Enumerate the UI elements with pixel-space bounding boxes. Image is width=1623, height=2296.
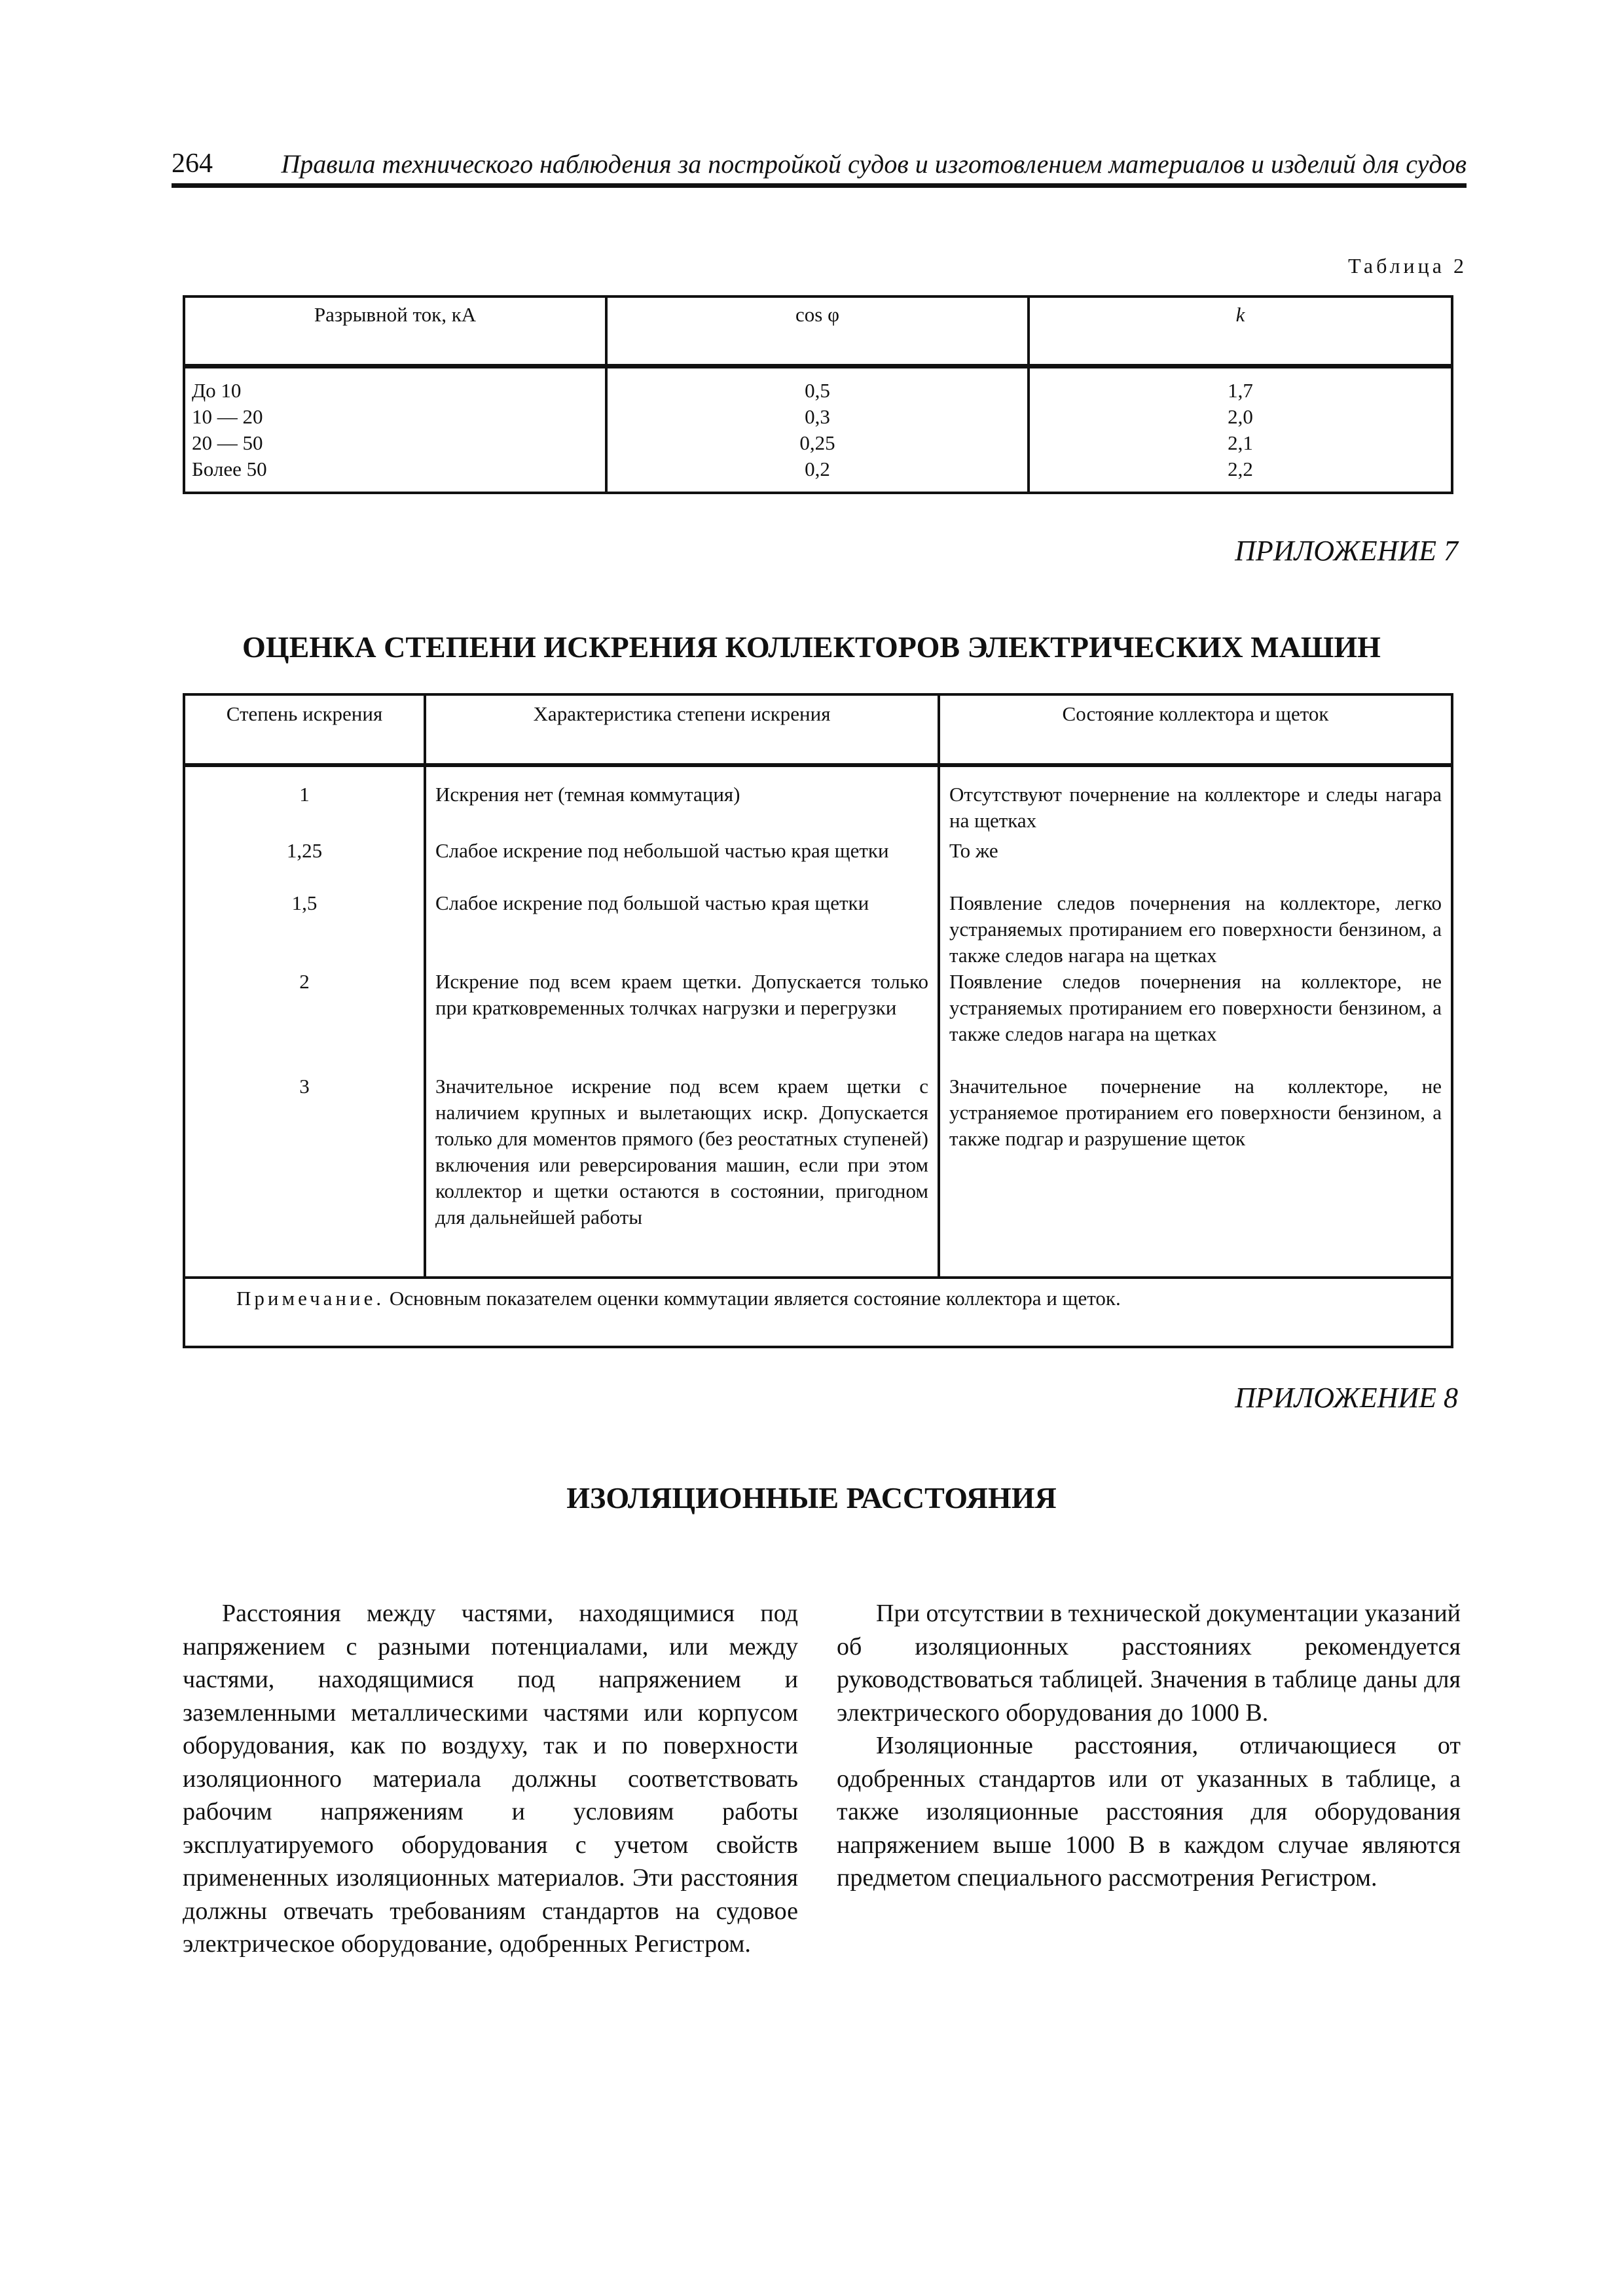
- cell: 0,25: [799, 431, 835, 454]
- cell: 10 — 20: [192, 405, 263, 428]
- appendix-label: ПРИЛОЖЕНИЕ 7: [1235, 535, 1458, 567]
- cell: 1: [184, 765, 425, 838]
- column-header: k: [1029, 296, 1452, 367]
- column-header: Разрывной ток, кА: [184, 296, 606, 367]
- breaking-current-table: [183, 295, 1453, 494]
- table-row: [184, 367, 1452, 493]
- cell: Слабое искрение под небольшой частью края щетки: [425, 838, 939, 890]
- cell: То же: [939, 838, 1452, 890]
- table-row: [184, 969, 1452, 1073]
- cell: 3: [184, 1073, 425, 1278]
- note-label: Примечание.: [236, 1287, 385, 1310]
- appendix-label: ПРИЛОЖЕНИЕ 8: [1235, 1382, 1458, 1414]
- cell: 1,25: [184, 838, 425, 890]
- page-number: 264: [172, 149, 213, 179]
- cell: 0,3: [805, 405, 830, 428]
- running-header: [172, 139, 1467, 188]
- cell: 0,5: [805, 379, 830, 402]
- cell: 2,2: [1228, 457, 1253, 480]
- table-row: [184, 765, 1452, 838]
- column-header: Характеристика степени искрения: [425, 694, 939, 765]
- cell: Более 50: [192, 457, 267, 480]
- running-title: Правила технического наблюдения за постройкой судов и изготовлением материалов и изделий для судов: [281, 149, 1467, 179]
- cell: До 10: [192, 379, 242, 402]
- table-row: [184, 1073, 1452, 1278]
- cell: Значительное искрение под всем краем щетки с наличием крупных и вылетающих искр. Допускается только для моментов прямого (без реостатных ступеней) включения или реверсирования машин, если при этом коллектор и щетки остаются в состоянии, пригодном для дальнейшей работы: [425, 1073, 939, 1278]
- table-row: [184, 890, 1452, 969]
- paragraph: При отсутствии в технической документации указаний об изоляционных расстояниях рекомендуется руководствоваться таблицей. Значения в таблице даны для электрического оборудования до 1000 В.: [837, 1600, 1461, 1727]
- sparking-table: [183, 693, 1453, 1348]
- cell: 0,2: [805, 457, 830, 480]
- paragraph: Расстояния между частями, находящимися под напряжением с разными потенциалами, или между частями, находящимися под напряжением и заземленными металлическими частями или корпусом оборудования, как по воздуху, так и по поверхности изоляционного материала должны соответствовать рабочим напряжениям и условиям работы эксплуатируемого оборудования с учетом свойств примененных изоляционных материалов. Эти расстояния должны отвечать требованиям стандартов на судовое электрическое оборудование, одобренных Регистром.: [183, 1600, 798, 1958]
- table-caption: Таблица 2: [1348, 254, 1467, 278]
- cell: 2: [184, 969, 425, 1073]
- text-column-right: [837, 1597, 1461, 1895]
- cell: Отсутствуют почернение на коллекторе и следы нагара на щетках: [939, 765, 1452, 838]
- text-column-left: [183, 1597, 798, 1961]
- cell: 1,5: [184, 890, 425, 969]
- cell: Слабое искрение под большой частью края щетки: [425, 890, 939, 969]
- table-row: [184, 838, 1452, 890]
- cell: 20 — 50: [192, 431, 263, 454]
- column-header: Состояние коллектора и щеток: [939, 694, 1452, 765]
- column-header: Степень искрения: [184, 694, 425, 765]
- cell: 1,7: [1228, 379, 1253, 402]
- cell: Значительное почернение на коллекторе, не устраняемое протиранием его поверхности бензином, а также подгар и разрушение щеток: [939, 1073, 1452, 1278]
- table-note: [184, 1278, 1452, 1347]
- note-text: Основным показателем оценки коммутации является состояние коллектора и щеток.: [384, 1287, 1121, 1310]
- cell: Появление следов почернения на коллекторе, легко устраняемых протиранием его поверхности бензином, а также следов нагара на щетках: [939, 890, 1452, 969]
- cell: 2,1: [1228, 431, 1253, 454]
- cell: Искрение под всем краем щетки. Допускается только при кратковременных толчках нагрузки и перегрузки: [425, 969, 939, 1073]
- cell: 2,0: [1228, 405, 1253, 428]
- paragraph: Изоляционные расстояния, отличающиеся от одобренных стандартов или от указанных в таблице, а также изоляционные расстояния для оборудования напряжением выше 1000 В в каждом случае являются предметом специального рассмотрения Регистром.: [837, 1732, 1461, 1892]
- cell: Появление следов почернения на коллекторе, не устраняемых протиранием его поверхности бензином, а также следов нагара на щетках: [939, 969, 1452, 1073]
- column-header: cos φ: [606, 296, 1029, 367]
- section-title: ИЗОЛЯЦИОННЫЕ РАССТОЯНИЯ: [566, 1481, 1057, 1515]
- section-title: ОЦЕНКА СТЕПЕНИ ИСКРЕНИЯ КОЛЛЕКТОРОВ ЭЛЕКТРИЧЕСКИХ МАШИН: [242, 630, 1381, 664]
- cell: Искрения нет (темная коммутация): [425, 765, 939, 838]
